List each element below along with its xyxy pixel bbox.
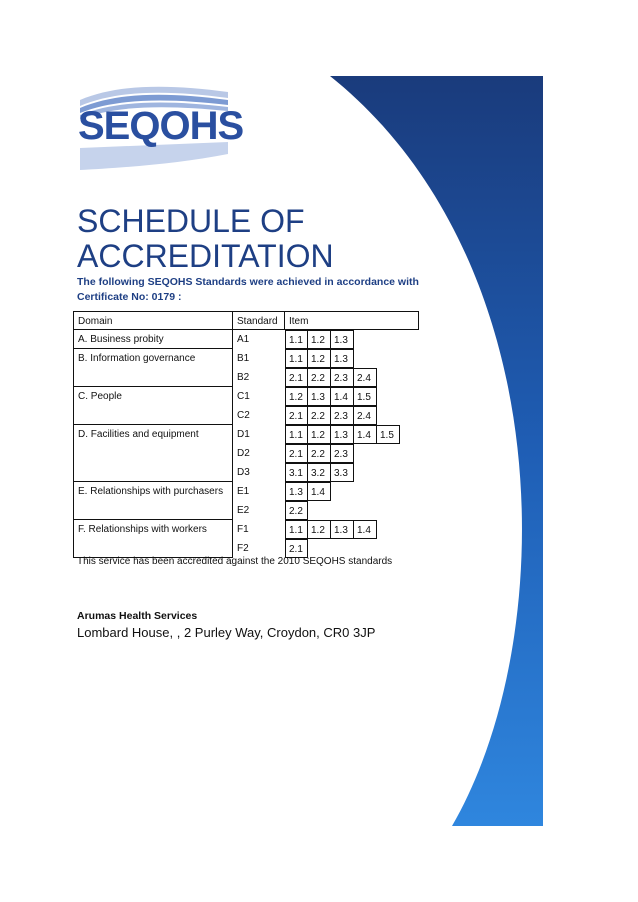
item-cell: 1.3 bbox=[308, 387, 331, 406]
item-cell: 2.2 bbox=[308, 406, 331, 425]
item-cell: 1.4 bbox=[308, 482, 331, 501]
item-cell: 2.2 bbox=[285, 501, 308, 520]
item-cell: 2.2 bbox=[308, 444, 331, 463]
item-cell: 2.3 bbox=[331, 406, 354, 425]
header-standard: Standard bbox=[233, 311, 285, 330]
title-line-1: SCHEDULE OF bbox=[77, 203, 305, 239]
standard-cell: B2 bbox=[237, 372, 250, 383]
standard-cell: A1 bbox=[237, 334, 250, 345]
item-list bbox=[285, 425, 400, 444]
item-cell: 1.2 bbox=[308, 349, 331, 368]
item-list bbox=[285, 330, 354, 349]
statement-line-1: The following SEQOHS Standards were achieved in accordance with bbox=[77, 276, 419, 288]
standard-cell: C2 bbox=[237, 410, 250, 421]
domain-cell bbox=[73, 444, 233, 463]
domain-cell: E. Relationships with purchasers bbox=[73, 482, 233, 501]
item-cell: 2.4 bbox=[354, 406, 377, 425]
item-cell: 1.3 bbox=[331, 349, 354, 368]
item-cell: 2.1 bbox=[285, 368, 308, 387]
accreditation-note: This service has been accredited against the 2010 SEQOHS standards bbox=[77, 556, 393, 567]
item-cell: 2.2 bbox=[308, 368, 331, 387]
item-cell: 1.4 bbox=[354, 425, 377, 444]
item-cell: 1.1 bbox=[285, 520, 308, 539]
standard-cell: D1 bbox=[237, 429, 250, 440]
item-cell: 1.2 bbox=[308, 425, 331, 444]
item-cell: 2.1 bbox=[285, 539, 308, 558]
item-list bbox=[285, 444, 354, 463]
item-list bbox=[285, 387, 377, 406]
domain-cell bbox=[73, 368, 233, 387]
statement-line-2: Certificate No: 0179 : bbox=[77, 291, 182, 303]
item-cell: 1.5 bbox=[377, 425, 400, 444]
item-cell: 1.3 bbox=[285, 482, 308, 501]
domain-cell: B. Information governance bbox=[73, 349, 233, 368]
page-title bbox=[77, 204, 334, 274]
item-cell: 1.4 bbox=[354, 520, 377, 539]
standard-cell: F2 bbox=[237, 543, 249, 554]
item-cell: 3.1 bbox=[285, 463, 308, 482]
item-list bbox=[285, 463, 354, 482]
standard-cell: E1 bbox=[237, 486, 250, 497]
item-cell: 2.1 bbox=[285, 406, 308, 425]
item-cell: 1.2 bbox=[285, 387, 308, 406]
item-list bbox=[285, 520, 377, 539]
item-cell: 1.1 bbox=[285, 349, 308, 368]
organisation-address: Lombard House, , 2 Purley Way, Croydon, CR0 3JP bbox=[77, 625, 376, 640]
item-list bbox=[285, 406, 377, 425]
item-cell: 1.1 bbox=[285, 425, 308, 444]
domain-cell: A. Business probity bbox=[73, 330, 233, 349]
certificate-statement bbox=[77, 275, 419, 305]
domain-cell: D. Facilities and equipment bbox=[73, 425, 233, 444]
item-cell: 2.1 bbox=[285, 444, 308, 463]
organisation-name: Arumas Health Services bbox=[77, 610, 198, 622]
item-cell: 1.1 bbox=[285, 330, 308, 349]
logo-text: SEQOHS bbox=[78, 104, 244, 148]
domain-cell bbox=[73, 463, 233, 482]
domain-cell: F. Relationships with workers bbox=[73, 520, 233, 539]
title-line-2: ACCREDITATION bbox=[77, 238, 334, 274]
item-list bbox=[285, 349, 354, 368]
item-cell: 1.5 bbox=[354, 387, 377, 406]
item-cell: 1.2 bbox=[308, 330, 331, 349]
item-list bbox=[285, 368, 377, 387]
item-cell: 2.4 bbox=[354, 368, 377, 387]
header-domain: Domain bbox=[73, 311, 233, 330]
item-cell: 3.3 bbox=[331, 463, 354, 482]
item-cell: 1.3 bbox=[331, 425, 354, 444]
item-cell: 3.2 bbox=[308, 463, 331, 482]
item-cell: 1.2 bbox=[308, 520, 331, 539]
item-cell: 1.3 bbox=[331, 330, 354, 349]
item-cell: 2.3 bbox=[331, 368, 354, 387]
standard-cell: E2 bbox=[237, 505, 250, 516]
standard-cell: C1 bbox=[237, 391, 250, 402]
item-cell: 1.4 bbox=[331, 387, 354, 406]
standard-cell: D2 bbox=[237, 448, 250, 459]
item-cell: 1.3 bbox=[331, 520, 354, 539]
standard-cell: B1 bbox=[237, 353, 250, 364]
item-cell: 2.3 bbox=[331, 444, 354, 463]
domain-cell bbox=[73, 406, 233, 425]
standard-cell: D3 bbox=[237, 467, 250, 478]
item-list bbox=[285, 501, 308, 520]
standard-cell: F1 bbox=[237, 524, 249, 535]
header-item: Item bbox=[285, 311, 419, 330]
domain-cell bbox=[73, 501, 233, 520]
domain-cell: C. People bbox=[73, 387, 233, 406]
item-list bbox=[285, 482, 331, 501]
